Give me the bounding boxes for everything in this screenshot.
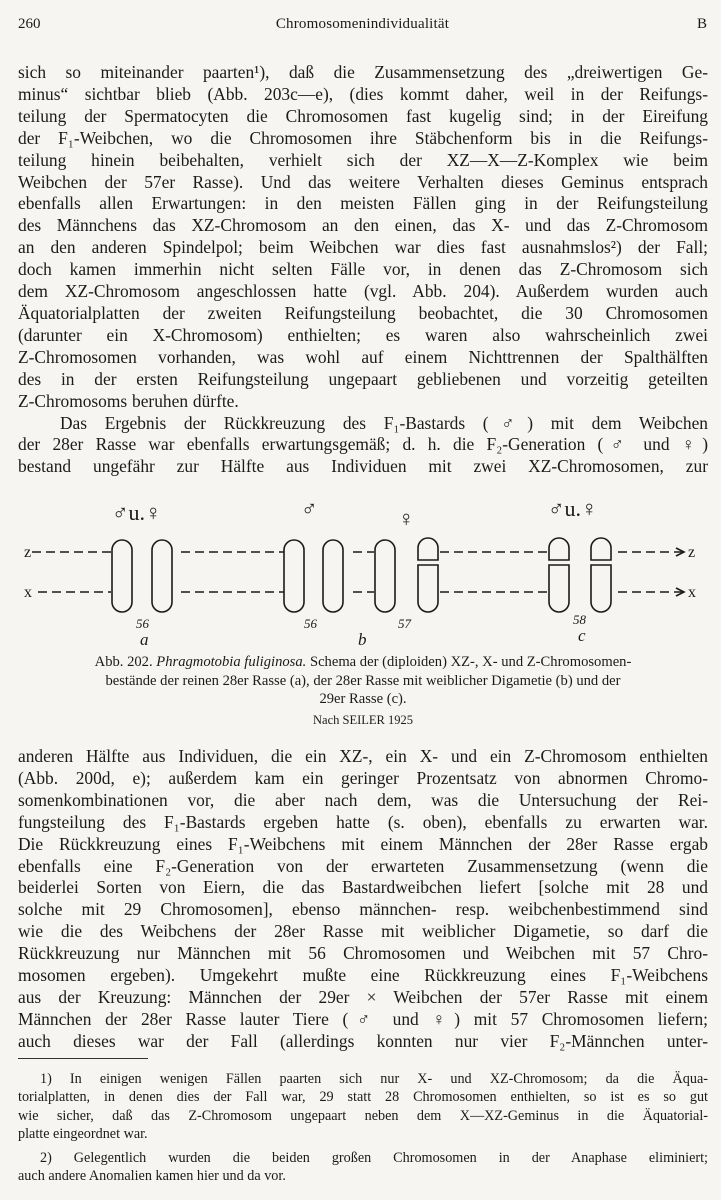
panel-letter-b: b [358,630,367,648]
footnote-line: 2) Gelegentlich wurden die beiden großen Chromosomen in der Anaphase eliminiert; [40,1150,708,1167]
caption-prefix: Abb. 202. [94,654,153,670]
footnotes [18,1070,708,1186]
sex-symbol-a: ♂u.♀ [112,500,162,525]
running-title: Chromosomenindividualität [275,16,450,32]
caption-species: Phragmotobia fuliginosa. [156,654,307,670]
body-text-top [18,62,708,478]
text-line: mosomen ergeben). Umgekehrt mußte eine Rückkreuzung eines F₁-Weibchens [18,965,708,986]
footnote-line: 1) In einigen wenigen Fällen paarten sich nur X- und XZ-Chromosom; da die Äqua- [40,1071,708,1087]
text-line: ebenfalls allen Erwartungen: in den meisten Fällen ging in der Reifungsteilung [18,193,708,214]
text-line: teilung der Spermatocyten die Chromosomen fast kugelig sind; in der Eireifung [18,105,708,126]
text-line: Äquatorialplatten der zweiten Reifungsteilung beobachtet, die 30 Chromosomen [18,302,708,323]
text-line: dem XZ-Chromosom angeschlossen hatte (vgl. Abb. 204). Außerdem wurden auch [18,281,708,302]
label-z-right: z [688,544,696,561]
z-and-x-chromosome-pair [418,538,438,612]
z-and-x-chromosome-pair [591,538,611,612]
text-line: Rückkreuzung nur Männchen mit 56 Chromosomen und Weibchen mit 57 Chro- [18,943,708,964]
text-line: doch kamen immerhin nicht selten Fälle vor, in denen das Z-Chromosom sich [18,259,708,280]
text-line: der 28er Rasse war ebenfalls erwartungsgemäß; d. h. die F₂-Generation (♂ und ♀) [18,434,708,455]
text-line: des in der ersten Reifungsteilung ungepaart gebliebenen und vorzeitig geteilten [18,368,708,389]
text-line: Z-Chromosoms beruhen dürfte. [18,390,239,411]
caption-line [18,653,708,672]
label-x-right: x [688,584,696,601]
figure-chromosome-schema [18,478,708,648]
caption-line: 29er Rasse (c). [319,691,407,707]
panel-letter-c: c [578,626,586,645]
sex-symbol-b-male: ♂ [301,496,318,521]
text-line: aus der Kreuzung: Männchen der 29er × Weibchen der 57er Rasse mit einem [18,986,708,1007]
footnote-line: platte eingeordnet war. [18,1125,148,1142]
text-line: wie die des Weibchens der 28er Rasse mit weiblicher Digametie, so darf die [18,921,708,942]
footnote-line: torialplatten, in denen dies der Fall war, 29 statt 28 Chromosomen enthielten, so ist es so gut [18,1089,708,1106]
text-line: Weibchen der 57er Rasse). Und das weitere Verhalten dieses Geminus entsprach [18,171,708,192]
text-line: an den anderen Spindelpol; beim Weibchen war dies fast ausnahmslos²) der Fall; [18,237,708,258]
text-line: bestand ungefähr zur Hälfte aus Individuen mit zwei XZ-Chromosomen, zur [18,456,708,477]
panel-letter-a: a [140,630,149,648]
label-x-left: x [24,584,32,601]
running-header [18,16,707,40]
figure-caption [18,653,708,729]
signature-mark: B [696,16,707,32]
text-line: (Abb. 200d, e); außerdem kam ein geringer Prozentsatz von abnormen Chromo- [18,767,708,788]
text-line: Das Ergebnis der Rückkreuzung des F₁-Bastards (♂) mit dem Weibchen [60,412,708,433]
footnote-rule [18,1058,148,1059]
xz-chromosome [375,540,395,612]
text-line: Die Rückkreuzung eines F₁-Weibchens mit einem Männchen der 28er Rasse ergab [18,833,708,854]
xz-chromosome [323,540,343,612]
chromosome-count-c: 58 [573,612,586,627]
text-line: minus“ sichtbar blieb (Abb. 203c—e), (dies kommt daher, weil in der Reifungs- [18,83,708,104]
text-line: Z-Chromosomen vorhanden, was wohl auf einem Nichttrennen der Spalthälften [18,346,708,367]
text-line: auch dieses war der Fall (allerdings konnten nur vier F₂-Männchen unter- [18,1030,708,1051]
text-line: Männchen der 28er Rasse lauter Tiere (♂ und ♀) mit 57 Chromosomen liefern; [18,1008,708,1029]
chromosome-diagram [18,478,708,648]
xz-chromosome [152,540,172,612]
footnote-line: auch andere Anomalien kamen hier und da vor. [18,1168,286,1185]
text-line: teilung hinein beibehalten, verhielt sich der XZ—X—Z-Komplex wie beim [18,149,708,170]
sex-symbol-b-female: ♀ [398,506,415,531]
caption-line1-rest: Schema der (diploiden) XZ-, X- und Z-Chromosomen- [309,654,632,670]
caption-source: Nach SEILER 1925 [313,712,413,727]
text-line: (darunter ein X-Chromosom) enthielten; es waren also wahrscheinlich zwei [18,324,708,345]
text-line: ebenfalls eine F₂-Generation von der erwarteten Zusammensetzung (wenn die [18,855,708,876]
text-line: somenkombinationen vor, die aber nach dem, was die Untersuchung der Rei- [18,789,708,810]
text-line: fungsteilung des F₁-Bastards ergeben hatte (s. oben), ebenfalls zu erwarten war. [18,811,708,832]
page-number: 260 [18,16,41,32]
chromosome-count-a: 56 [136,616,149,631]
caption-line: bestände der reinen 28er Rasse (a), der 28er Rasse mit weiblicher Digametie (b) und der [105,672,621,689]
text-line: anderen Hälfte aus Individuen, die ein XZ-, ein X- und ein Z-Chromosom enthielten [18,746,708,766]
chromosome-count-b-male: 56 [304,616,317,631]
text-line: solche mit 29 Chromosomen], ebenso männchen- resp. weibchenbestimmend sind [18,899,708,920]
xz-chromosome [112,540,132,612]
z-and-x-chromosome-pair [549,538,569,612]
body-text-bottom [18,746,708,1053]
text-line: der F₁-Weibchen, wo die Chromosomen ihre Stäbchenform bis in die Reifungs- [18,127,708,148]
label-z-left: z [24,544,32,561]
sex-symbol-c: ♂u.♀ [548,496,598,521]
xz-chromosome [284,540,304,612]
text-line: beiderlei Sorten von Eiern, die das Bastardweibchen liefert [solche mit 28 und [18,877,708,898]
text-line: sich so miteinander paarten¹), daß die Zusammensetzung des „dreiwertigen Ge- [18,62,708,82]
footnote-line: wie sicher, daß das Z-Chromosom ungepaart neben dem X—XZ-Geminus in die Äquatorial- [18,1107,708,1124]
text-line: des Männchens das XZ-Chromosom an den einen, das X- und das Z-Chromosom [18,215,708,236]
chromosome-count-b-female: 57 [398,616,411,631]
